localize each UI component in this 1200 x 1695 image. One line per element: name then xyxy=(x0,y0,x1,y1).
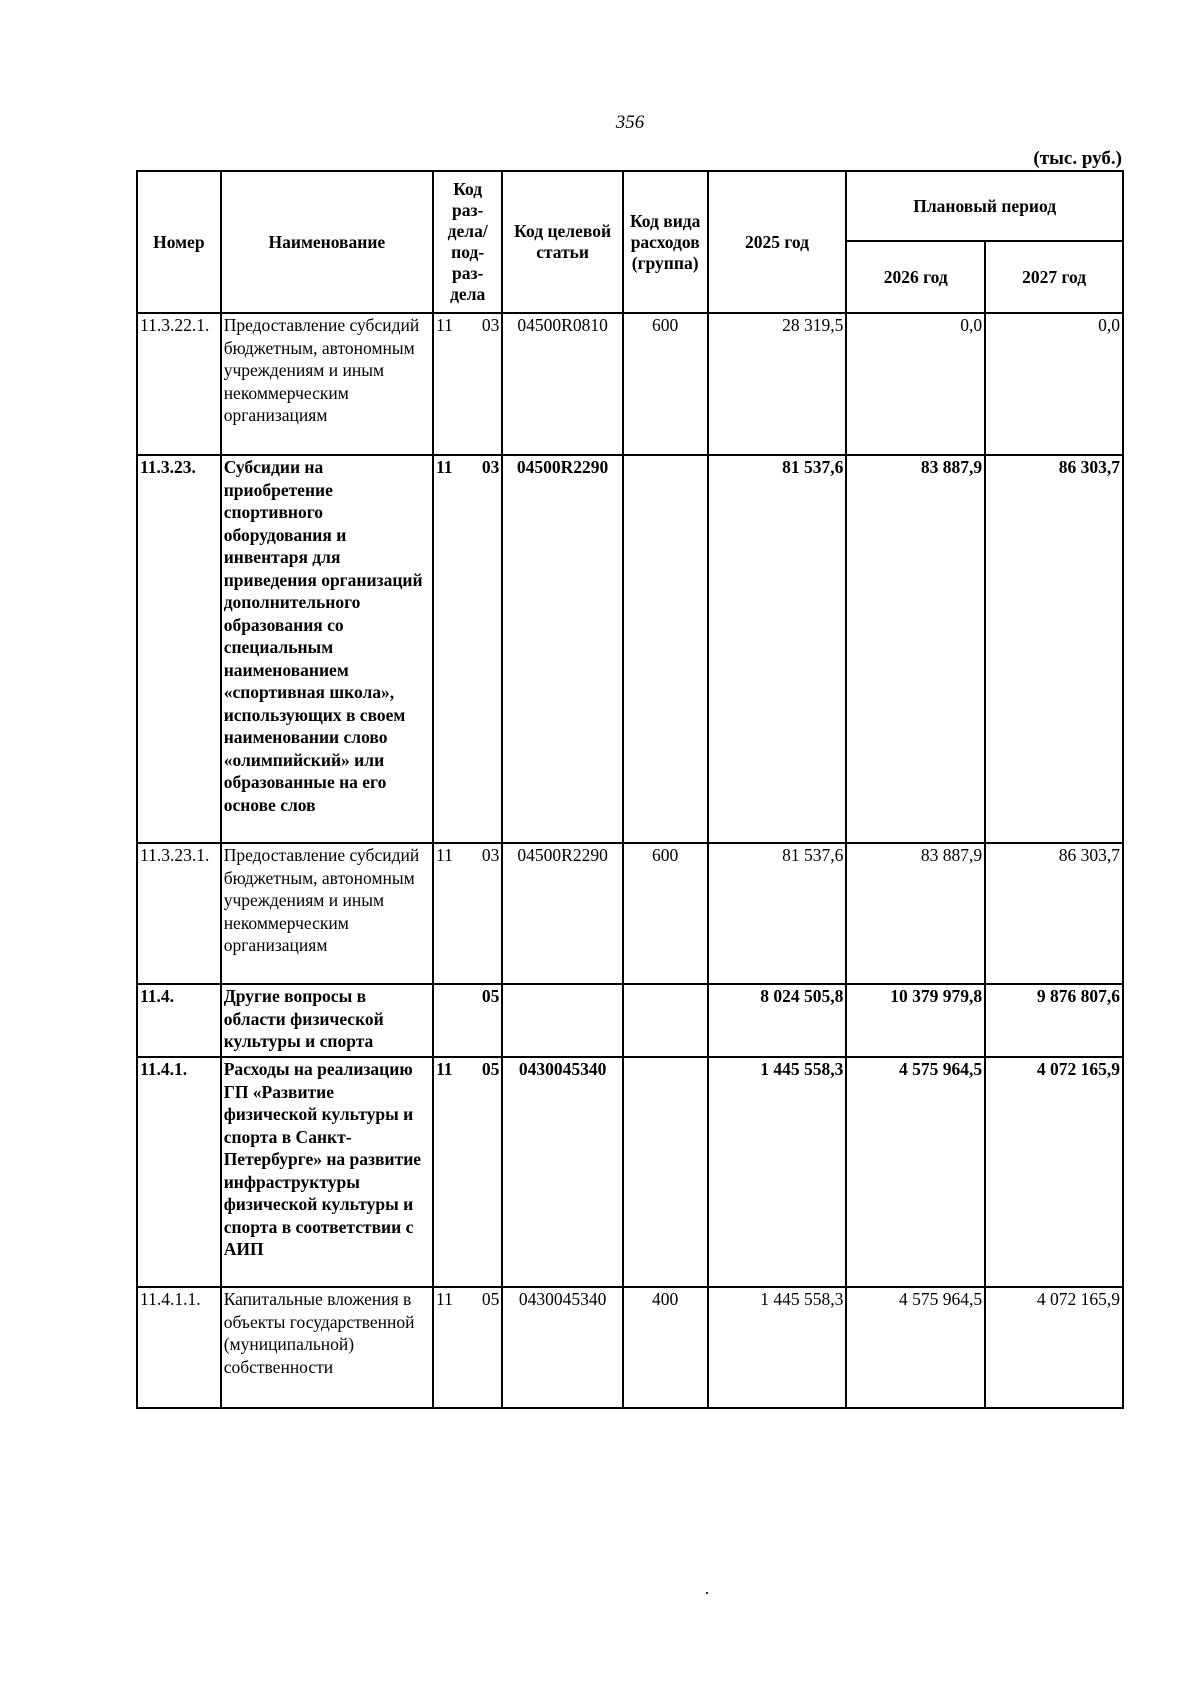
row-year-2027: 86 303,7 xyxy=(985,455,1123,843)
row-number: 11.4.1. xyxy=(137,1057,221,1287)
header-expense: Код вида расходов (группа) xyxy=(623,171,708,313)
row-year-2025: 81 537,6 xyxy=(708,843,847,984)
row-section xyxy=(433,1057,502,1287)
section-code: 11 xyxy=(435,315,453,335)
row-expense: 400 xyxy=(623,1287,708,1408)
row-year-2026: 83 887,9 xyxy=(846,843,985,984)
row-target: 04500R2290 xyxy=(502,455,622,843)
row-name: Предоставление субсидий бюджетным, автономным учреждениям и иным некоммерческим организациям xyxy=(221,843,433,984)
table-row xyxy=(137,313,1123,455)
row-year-2027: 0,0 xyxy=(985,313,1123,455)
page-number: 356 xyxy=(615,112,645,133)
row-expense xyxy=(623,455,708,843)
row-target: 0430045340 xyxy=(502,1057,622,1287)
header-year-2027: 2027 год xyxy=(985,241,1123,313)
row-year-2025: 1 445 558,3 xyxy=(708,1057,847,1287)
row-target: 0430045340 xyxy=(502,1287,622,1408)
row-year-2026: 4 575 964,5 xyxy=(846,1057,985,1287)
header-year-2025: 2025 год xyxy=(708,171,847,313)
row-year-2027: 86 303,7 xyxy=(985,843,1123,984)
row-number: 11.3.22.1. xyxy=(137,313,221,455)
section-code: 11 xyxy=(435,845,453,865)
table-row xyxy=(137,1287,1123,1408)
row-target: 04500R0810 xyxy=(502,313,622,455)
row-year-2026: 0,0 xyxy=(846,313,985,455)
row-section xyxy=(433,455,502,843)
row-year-2026: 10 379 979,8 xyxy=(846,984,985,1057)
section-code: 11 xyxy=(435,457,453,477)
subsection-code: 03 xyxy=(481,315,500,335)
row-expense: 600 xyxy=(623,843,708,984)
row-expense xyxy=(623,984,708,1057)
header-section: Код раз-дела/ под-раз-дела xyxy=(433,171,502,313)
row-number: 11.3.23. xyxy=(137,455,221,843)
row-section xyxy=(433,313,502,455)
subsection-code: 05 xyxy=(481,1059,500,1079)
row-year-2025: 28 319,5 xyxy=(708,313,847,455)
row-expense: 600 xyxy=(623,313,708,455)
subsection-code: 05 xyxy=(481,986,500,1006)
scan-speck xyxy=(706,1592,708,1594)
row-expense xyxy=(623,1057,708,1287)
row-year-2025: 8 024 505,8 xyxy=(708,984,847,1057)
units-label: (тыс. руб.) xyxy=(1033,148,1122,169)
row-year-2027: 4 072 165,9 xyxy=(985,1057,1123,1287)
row-section xyxy=(433,984,502,1057)
row-name: Предоставление субсидий бюджетным, автономным учреждениям и иным некоммерческим организациям xyxy=(221,313,433,455)
table-row xyxy=(137,984,1123,1057)
row-section xyxy=(433,1287,502,1408)
subsection-code: 03 xyxy=(481,845,500,865)
row-name: Капитальные вложения в объекты государственной (муниципальной) собственности xyxy=(221,1287,433,1408)
header-name: Наименование xyxy=(221,171,433,313)
table-row xyxy=(137,843,1123,984)
header-year-2026: 2026 год xyxy=(846,241,985,313)
row-target: 04500R2290 xyxy=(502,843,622,984)
row-target xyxy=(502,984,622,1057)
row-year-2025: 1 445 558,3 xyxy=(708,1287,847,1408)
row-name: Расходы на реализацию ГП «Развитие физической культуры и спорта в Санкт-Петербурге» на развитие инфраструктуры физической культуры и спорта в соответствии с АИП xyxy=(221,1057,433,1287)
header-planned-period: Плановый период xyxy=(846,171,1123,241)
row-year-2026: 83 887,9 xyxy=(846,455,985,843)
subsection-code: 03 xyxy=(481,457,500,477)
header-number: Номер xyxy=(137,171,221,313)
row-section xyxy=(433,843,502,984)
row-year-2026: 4 575 964,5 xyxy=(846,1287,985,1408)
section-code: 11 xyxy=(435,1059,453,1079)
row-name: Другие вопросы в области физической культуры и спорта xyxy=(221,984,433,1057)
row-number: 11.4.1.1. xyxy=(137,1287,221,1408)
section-code: 11 xyxy=(435,1289,453,1309)
budget-table xyxy=(136,170,1124,1409)
row-year-2027: 9 876 807,6 xyxy=(985,984,1123,1057)
table-row xyxy=(137,455,1123,843)
row-year-2025: 81 537,6 xyxy=(708,455,847,843)
row-number: 11.3.23.1. xyxy=(137,843,221,984)
row-year-2027: 4 072 165,9 xyxy=(985,1287,1123,1408)
subsection-code: 05 xyxy=(481,1289,500,1309)
row-name: Субсидии на приобретение спортивного оборудования и инвентаря для приведения организаций дополнительного образования со специальным наименованием «спортивная школа», использующих в своем наименовании слово «олимпийский» или образованные на его основе слов xyxy=(221,455,433,843)
header-target: Код целевой статьи xyxy=(502,171,622,313)
table-row xyxy=(137,1057,1123,1287)
row-number: 11.4. xyxy=(137,984,221,1057)
